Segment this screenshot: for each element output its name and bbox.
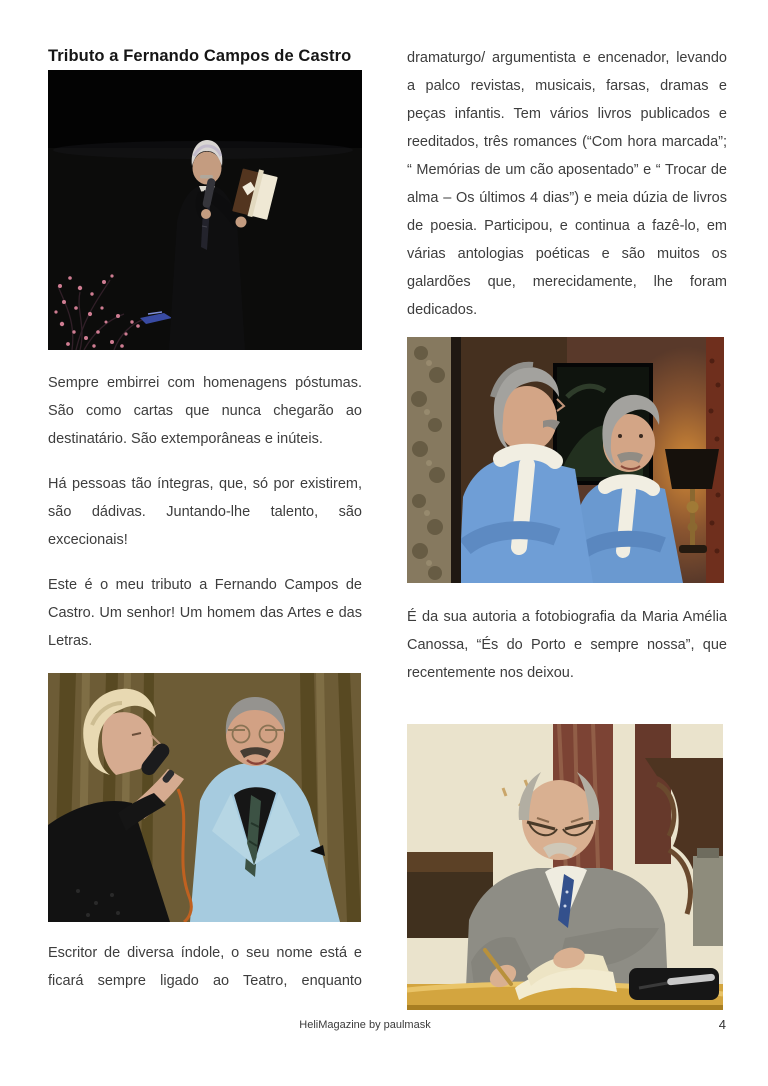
body-paragraph: Escritor de diversa índole, o seu nome está e ficará sempre ligado ao Teatro, enquanto <box>48 945 362 989</box>
body-paragraph: Há pessoas tão íntegras, que, só por existirem, são dádivas. Juntando-lhe talento, são excecionais! <box>48 476 362 548</box>
right-column-text-2 <box>407 603 727 687</box>
body-paragraph: Este é o meu tributo a Fernando Campos de Castro. Um senhor! Um homem das Artes e das Letras. <box>48 577 362 649</box>
page-number: 4 <box>718 1017 726 1032</box>
body-paragraph: dramaturgo/ argumentista e encenador, levando a palco revistas, musicais, farsas, dramas e peças infantis. Tem vários livros publicados e reeditados, três romances (“Com hora marcada”; “ Memórias de um cão aposentado” e “ Trocar de alma – Os últimos 4 dias”) e meia dúzia de livros de poesia. Participou, e continua a fazê-lo, em várias antologias poéticas e são muitos os galardões que, merecidamente, lhe foram dedicados. <box>407 50 727 318</box>
photo-duet-singing <box>48 673 361 922</box>
footer-credit: HeliMagazine by paulmask <box>299 1019 431 1031</box>
photo-book-signing <box>407 724 723 1010</box>
body-paragraph: Sempre embirrei com homenagens póstumas. São como cartas que nunca chegarão ao destinatário. São extemporâneas e inúteis. <box>48 375 362 447</box>
left-column-text <box>48 369 362 655</box>
article-title: Tributo a Fernando Campos de Castro <box>48 47 352 65</box>
left-column-continuation <box>48 939 362 995</box>
body-paragraph: É da sua autoria a fotobiografia da Maria Amélia Canossa, “És do Porto e sempre nossa”, que recentemente nos deixou. <box>407 609 727 681</box>
right-column-text <box>407 44 727 324</box>
photo-mirror-portrait <box>407 337 724 583</box>
photo-stage-reading <box>48 70 362 350</box>
